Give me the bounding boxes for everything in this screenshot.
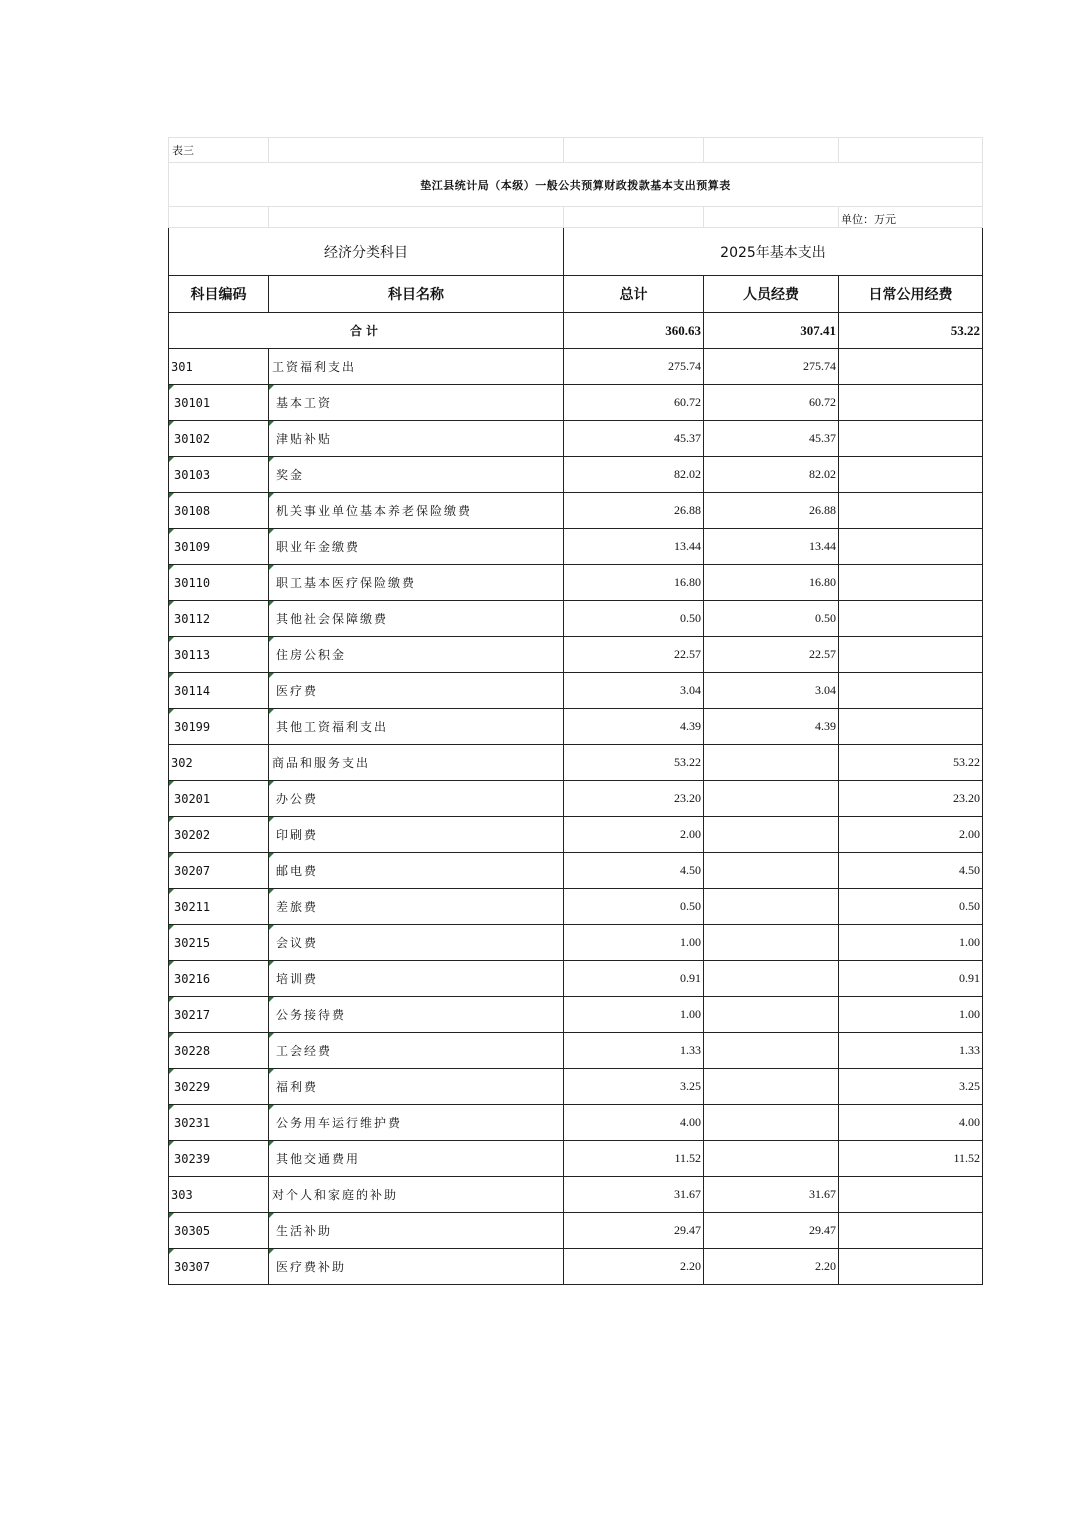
cell-comment-marker — [269, 925, 274, 930]
cell-comment-marker — [269, 1033, 274, 1038]
cell-comment-marker — [269, 385, 274, 390]
table-row — [169, 457, 983, 493]
row-name: 住房公积金 — [269, 637, 564, 673]
column-header-personnel: 人员经费 — [704, 276, 839, 313]
row-name: 对个人和家庭的补助 — [269, 1177, 564, 1213]
cell-comment-marker — [269, 997, 274, 1002]
row-name: 津贴补贴 — [269, 421, 564, 457]
table-row — [169, 385, 983, 421]
row-personnel — [704, 1069, 839, 1105]
total-label: 合计 — [169, 313, 564, 349]
table-row — [169, 781, 983, 817]
row-personnel: 16.80 — [704, 565, 839, 601]
column-header-public: 日常公用经费 — [839, 276, 983, 313]
row-public — [839, 457, 983, 493]
row-code: 30228 — [169, 1033, 269, 1069]
table-row — [169, 493, 983, 529]
row-total: 31.67 — [564, 1177, 704, 1213]
row-public: 3.25 — [839, 1069, 983, 1105]
row-name: 工资福利支出 — [269, 349, 564, 385]
row-code: 30201 — [169, 781, 269, 817]
row-public: 0.50 — [839, 889, 983, 925]
row-personnel — [704, 1033, 839, 1069]
table-row — [169, 637, 983, 673]
table-row — [169, 349, 983, 385]
total-personnel: 307.41 — [704, 313, 839, 349]
cell-comment-marker — [169, 1033, 174, 1038]
cell-comment-marker — [269, 1105, 274, 1110]
row-personnel — [704, 925, 839, 961]
row-code: 30114 — [169, 673, 269, 709]
row-name: 其他社会保障缴费 — [269, 601, 564, 637]
table-row — [169, 1249, 983, 1285]
row-code: 30217 — [169, 997, 269, 1033]
row-total: 1.00 — [564, 997, 704, 1033]
row-personnel: 13.44 — [704, 529, 839, 565]
table-row — [169, 997, 983, 1033]
row-public: 0.91 — [839, 961, 983, 997]
cell-comment-marker — [169, 817, 174, 822]
cell-comment-marker — [169, 781, 174, 786]
cell-comment-marker — [269, 1249, 274, 1254]
cell-comment-marker — [169, 385, 174, 390]
row-name: 机关事业单位基本养老保险缴费 — [269, 493, 564, 529]
table-row — [169, 817, 983, 853]
row-public — [839, 349, 983, 385]
row-public — [839, 637, 983, 673]
table-row — [169, 1213, 983, 1249]
row-name: 差旅费 — [269, 889, 564, 925]
row-total: 4.00 — [564, 1105, 704, 1141]
row-code: 30307 — [169, 1249, 269, 1285]
cell-comment-marker — [169, 1105, 174, 1110]
page-title: 垫江县统计局（本级）一般公共预算财政拨款基本支出预算表 — [169, 163, 983, 207]
cell-comment-marker — [169, 1213, 174, 1218]
table-row — [169, 673, 983, 709]
row-public: 1.00 — [839, 997, 983, 1033]
row-name: 福利费 — [269, 1069, 564, 1105]
row-code: 301 — [169, 349, 269, 385]
row-code: 30211 — [169, 889, 269, 925]
cell-comment-marker — [269, 529, 274, 534]
row-public — [839, 421, 983, 457]
row-name: 公务用车运行维护费 — [269, 1105, 564, 1141]
table-row — [169, 889, 983, 925]
row-name: 职业年金缴费 — [269, 529, 564, 565]
row-personnel — [704, 853, 839, 889]
row-total: 53.22 — [564, 745, 704, 781]
row-personnel — [704, 889, 839, 925]
row-name: 印刷费 — [269, 817, 564, 853]
row-public — [839, 493, 983, 529]
row-public: 53.22 — [839, 745, 983, 781]
row-total: 4.39 — [564, 709, 704, 745]
budget-table — [168, 137, 983, 1285]
row-name: 邮电费 — [269, 853, 564, 889]
row-name: 公务接待费 — [269, 997, 564, 1033]
row-code: 30202 — [169, 817, 269, 853]
row-personnel — [704, 1141, 839, 1177]
row-personnel — [704, 745, 839, 781]
row-personnel: 4.39 — [704, 709, 839, 745]
row-public — [839, 565, 983, 601]
cell-comment-marker — [169, 601, 174, 606]
row-personnel: 60.72 — [704, 385, 839, 421]
row-code: 30112 — [169, 601, 269, 637]
row-name: 生活补助 — [269, 1213, 564, 1249]
header-economic-category: 经济分类科目 — [169, 228, 564, 276]
row-name: 职工基本医疗保险缴费 — [269, 565, 564, 601]
row-total: 275.74 — [564, 349, 704, 385]
cell-comment-marker — [269, 889, 274, 894]
row-name: 培训费 — [269, 961, 564, 997]
total-sum: 360.63 — [564, 313, 704, 349]
row-public — [839, 709, 983, 745]
row-total: 11.52 — [564, 1141, 704, 1177]
total-row — [169, 313, 983, 349]
row-personnel: 275.74 — [704, 349, 839, 385]
row-total: 3.04 — [564, 673, 704, 709]
row-total: 45.37 — [564, 421, 704, 457]
row-name: 医疗费补助 — [269, 1249, 564, 1285]
row-total: 1.33 — [564, 1033, 704, 1069]
row-public: 11.52 — [839, 1141, 983, 1177]
cell-comment-marker — [269, 457, 274, 462]
row-public — [839, 1249, 983, 1285]
row-public: 23.20 — [839, 781, 983, 817]
row-total: 13.44 — [564, 529, 704, 565]
cell-comment-marker — [269, 853, 274, 858]
row-personnel — [704, 781, 839, 817]
row-code: 30113 — [169, 637, 269, 673]
cell-comment-marker — [169, 637, 174, 642]
cell-comment-marker — [169, 457, 174, 462]
cell-comment-marker — [269, 1213, 274, 1218]
table-row — [169, 1033, 983, 1069]
row-public: 4.00 — [839, 1105, 983, 1141]
row-personnel: 2.20 — [704, 1249, 839, 1285]
row-name: 基本工资 — [269, 385, 564, 421]
table-row — [169, 565, 983, 601]
row-total: 1.00 — [564, 925, 704, 961]
row-name: 奖金 — [269, 457, 564, 493]
row-personnel: 45.37 — [704, 421, 839, 457]
cell-comment-marker — [269, 709, 274, 714]
table-row — [169, 925, 983, 961]
row-code: 30110 — [169, 565, 269, 601]
row-code: 30305 — [169, 1213, 269, 1249]
row-name: 办公费 — [269, 781, 564, 817]
row-total: 22.57 — [564, 637, 704, 673]
cell-comment-marker — [269, 961, 274, 966]
table-row — [169, 745, 983, 781]
column-header-total: 总计 — [564, 276, 704, 313]
row-code: 30109 — [169, 529, 269, 565]
cell-comment-marker — [169, 1249, 174, 1254]
cell-comment-marker — [169, 889, 174, 894]
row-code: 30231 — [169, 1105, 269, 1141]
row-personnel: 3.04 — [704, 673, 839, 709]
table-row — [169, 421, 983, 457]
cell-comment-marker — [169, 1141, 174, 1146]
cell-comment-marker — [169, 1069, 174, 1074]
row-total: 16.80 — [564, 565, 704, 601]
row-code: 30108 — [169, 493, 269, 529]
row-name: 其他交通费用 — [269, 1141, 564, 1177]
table-row — [169, 1105, 983, 1141]
row-total: 0.50 — [564, 601, 704, 637]
row-code: 30216 — [169, 961, 269, 997]
row-name: 其他工资福利支出 — [269, 709, 564, 745]
row-personnel: 29.47 — [704, 1213, 839, 1249]
row-code: 30239 — [169, 1141, 269, 1177]
table-row — [169, 601, 983, 637]
row-personnel: 31.67 — [704, 1177, 839, 1213]
row-personnel — [704, 997, 839, 1033]
cell-comment-marker — [269, 673, 274, 678]
cell-comment-marker — [169, 529, 174, 534]
table-row — [169, 961, 983, 997]
row-code: 302 — [169, 745, 269, 781]
row-public: 4.50 — [839, 853, 983, 889]
table-row — [169, 1177, 983, 1213]
cell-comment-marker — [169, 925, 174, 930]
row-total: 2.00 — [564, 817, 704, 853]
row-public — [839, 1177, 983, 1213]
cell-comment-marker — [169, 493, 174, 498]
row-personnel: 22.57 — [704, 637, 839, 673]
row-name: 会议费 — [269, 925, 564, 961]
row-name: 医疗费 — [269, 673, 564, 709]
row-code: 303 — [169, 1177, 269, 1213]
row-total: 29.47 — [564, 1213, 704, 1249]
table-row — [169, 853, 983, 889]
cell-comment-marker — [269, 1069, 274, 1074]
row-total: 0.50 — [564, 889, 704, 925]
row-public: 1.33 — [839, 1033, 983, 1069]
row-public — [839, 601, 983, 637]
table-row — [169, 1141, 983, 1177]
cell-comment-marker — [169, 421, 174, 426]
row-public — [839, 529, 983, 565]
cell-comment-marker — [169, 997, 174, 1002]
row-code: 30199 — [169, 709, 269, 745]
unit-label: 单位：万元 — [839, 207, 983, 228]
cell-comment-marker — [269, 493, 274, 498]
row-personnel — [704, 1105, 839, 1141]
column-header-code: 科目编码 — [169, 276, 269, 313]
cell-comment-marker — [269, 601, 274, 606]
row-personnel — [704, 817, 839, 853]
row-total: 0.91 — [564, 961, 704, 997]
row-code: 30103 — [169, 457, 269, 493]
row-total: 23.20 — [564, 781, 704, 817]
row-total: 2.20 — [564, 1249, 704, 1285]
row-name: 工会经费 — [269, 1033, 564, 1069]
row-code: 30229 — [169, 1069, 269, 1105]
cell-comment-marker — [169, 709, 174, 714]
row-public: 2.00 — [839, 817, 983, 853]
total-public: 53.22 — [839, 313, 983, 349]
table-row — [169, 709, 983, 745]
table-row — [169, 1069, 983, 1105]
cell-comment-marker — [169, 961, 174, 966]
row-total: 3.25 — [564, 1069, 704, 1105]
row-total: 26.88 — [564, 493, 704, 529]
row-public: 1.00 — [839, 925, 983, 961]
row-public — [839, 385, 983, 421]
row-total: 82.02 — [564, 457, 704, 493]
row-total: 4.50 — [564, 853, 704, 889]
row-personnel: 82.02 — [704, 457, 839, 493]
row-public — [839, 1213, 983, 1249]
row-personnel: 0.50 — [704, 601, 839, 637]
table-tag: 表三 — [169, 138, 269, 163]
cell-comment-marker — [169, 565, 174, 570]
table-row — [169, 529, 983, 565]
column-header-name: 科目名称 — [269, 276, 564, 313]
row-code: 30101 — [169, 385, 269, 421]
cell-comment-marker — [269, 817, 274, 822]
row-public — [839, 673, 983, 709]
cell-comment-marker — [269, 1141, 274, 1146]
cell-comment-marker — [169, 853, 174, 858]
row-personnel: 26.88 — [704, 493, 839, 529]
cell-comment-marker — [269, 565, 274, 570]
row-personnel — [704, 961, 839, 997]
header-basic-expenditure: 2025年基本支出 — [564, 228, 983, 276]
cell-comment-marker — [169, 673, 174, 678]
cell-comment-marker — [269, 781, 274, 786]
row-code: 30102 — [169, 421, 269, 457]
budget-sheet — [168, 137, 982, 1285]
row-code: 30215 — [169, 925, 269, 961]
row-total: 60.72 — [564, 385, 704, 421]
cell-comment-marker — [269, 421, 274, 426]
row-name: 商品和服务支出 — [269, 745, 564, 781]
cell-comment-marker — [269, 637, 274, 642]
row-code: 30207 — [169, 853, 269, 889]
